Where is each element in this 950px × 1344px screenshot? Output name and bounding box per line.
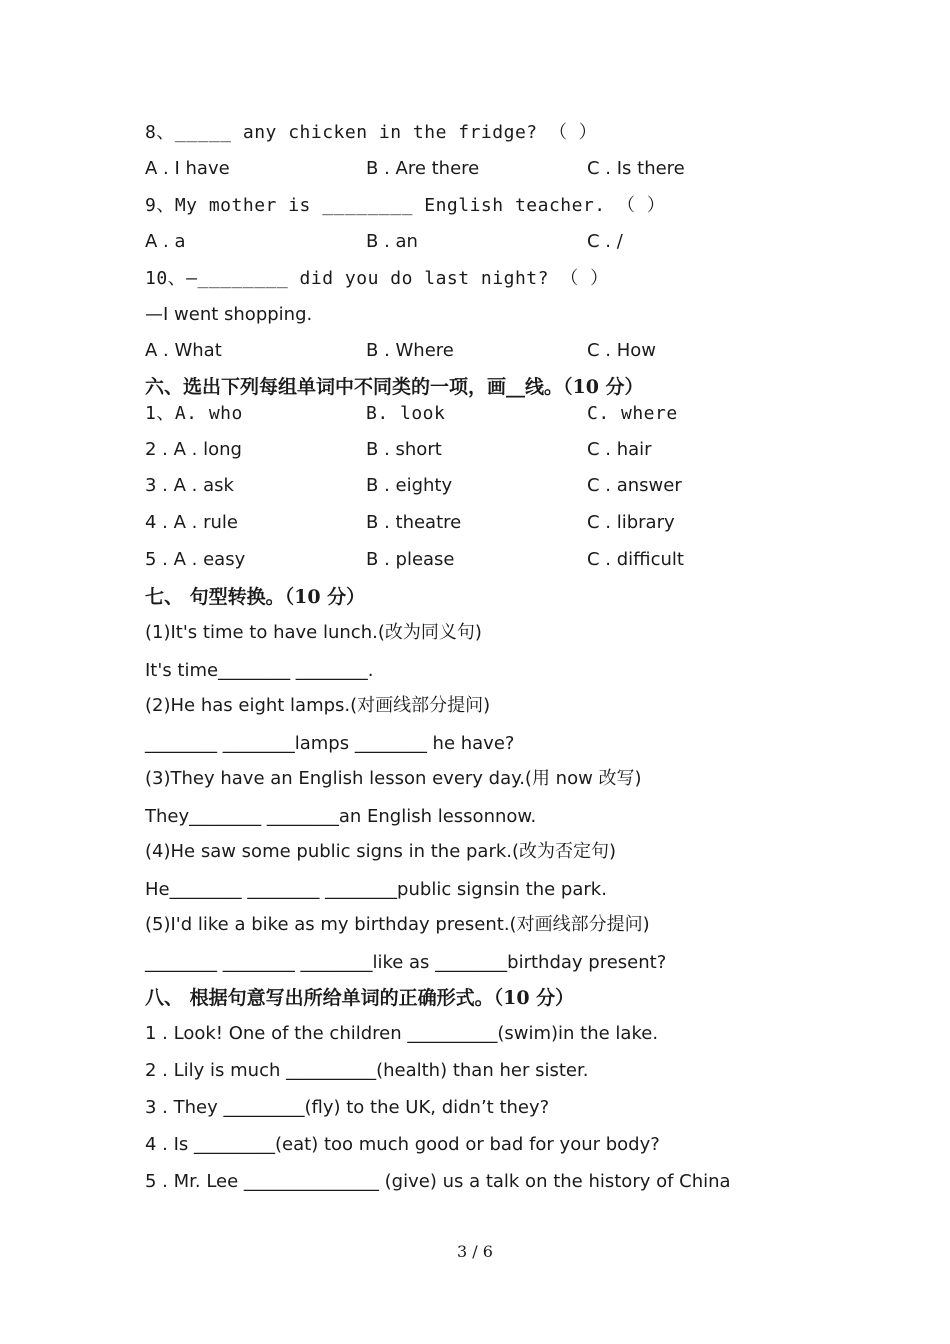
- option-a: A . I have: [145, 158, 230, 179]
- question-10-options: [145, 339, 845, 363]
- section-6-row-1: [145, 402, 845, 426]
- section-6-title: 六、选出下列每组单词中不同类的一项，画__线。（10 分）: [145, 376, 644, 398]
- section-8-line: 3 . They _________(fly) to the UK, didn’t they?: [145, 1097, 550, 1118]
- section-8-line: 2 . Lily is much __________(health) than her sister.: [145, 1060, 589, 1081]
- section-7-line: (1)It's time to have lunch.(改为同义句): [145, 622, 482, 643]
- option-b: B . an: [366, 231, 418, 252]
- section-7-line: They________ ________an English lessonnow.: [145, 806, 537, 827]
- option-a: 4 . A . rule: [145, 512, 238, 533]
- option-b: B . Are there: [366, 158, 480, 179]
- section-7-line: (5)I'd like a bike as my birthday present.(对画线部分提问): [145, 914, 650, 935]
- option-b: B . please: [366, 549, 455, 570]
- page-number: 3 / 6: [457, 1242, 493, 1261]
- section-8-line: 1 . Look! One of the children __________(swim)in the lake.: [145, 1023, 659, 1044]
- section-7-line: He________ ________ ________public signsin the park.: [145, 879, 607, 900]
- section-6-row-3: [145, 474, 845, 498]
- option-b: B. look: [366, 403, 446, 424]
- section-7-line: (2)He has eight lamps.(对画线部分提问): [145, 695, 491, 716]
- question-10-reply: —I went shopping.: [145, 304, 313, 325]
- section-8-line: 4 . Is _________(eat) too much good or bad for your body?: [145, 1134, 660, 1155]
- option-c: C . difficult: [587, 549, 684, 570]
- option-b: B . short: [366, 439, 442, 460]
- section-7-line: ________ ________lamps ________ he have?: [145, 733, 515, 754]
- section-8-title: 八、 根据句意写出所给单词的正确形式。（10 分）: [145, 987, 575, 1009]
- option-c: C . hair: [587, 439, 652, 460]
- option-c: C . Is there: [587, 158, 685, 179]
- option-c: C . How: [587, 340, 657, 361]
- question-10-stem: 10、—________ did you do last night? （ ）: [145, 268, 609, 289]
- option-c: C. where: [587, 403, 678, 424]
- option-a: 3 . A . ask: [145, 475, 234, 496]
- option-a: A . a: [145, 231, 186, 252]
- section-7-line: ________ ________ ________like as ________birthday present?: [145, 952, 667, 973]
- section-6-row-2: [145, 438, 845, 462]
- option-a: A . What: [145, 340, 222, 361]
- option-c: C . /: [587, 231, 623, 252]
- option-a: 1、A. who: [145, 403, 243, 424]
- option-a: 2 . A . long: [145, 439, 242, 460]
- option-b: B . theatre: [366, 512, 462, 533]
- section-6-row-4: [145, 511, 845, 535]
- option-a: 5 . A . easy: [145, 549, 246, 570]
- question-8-stem: 8、_____ any chicken in the fridge? （ ）: [145, 122, 598, 143]
- option-c: C . answer: [587, 475, 682, 496]
- section-6-row-5: [145, 548, 845, 572]
- option-c: C . library: [587, 512, 675, 533]
- section-8-line: 5 . Mr. Lee _______________ (give) us a talk on the history of China: [145, 1171, 731, 1192]
- section-7-line: (4)He saw some public signs in the park.(改为否定句): [145, 841, 617, 862]
- question-9-options: [145, 230, 845, 254]
- section-7-line: (3)They have an English lesson every day.(用 now 改写): [145, 768, 642, 789]
- option-b: B . eighty: [366, 475, 453, 496]
- question-9-stem: 9、My mother is ________ English teacher. （ ）: [145, 195, 666, 216]
- question-8-options: [145, 157, 845, 181]
- option-b: B . Where: [366, 340, 454, 361]
- section-7-line: It's time________ ________.: [145, 660, 374, 681]
- section-7-title: 七、 句型转换。（10 分）: [145, 586, 366, 608]
